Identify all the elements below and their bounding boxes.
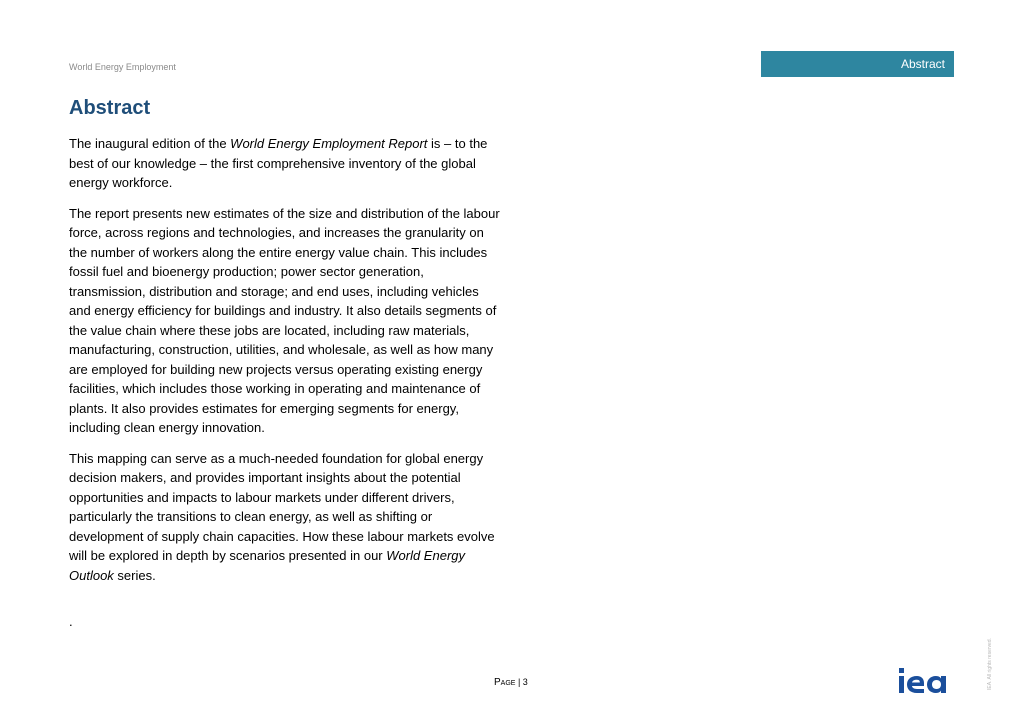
page-label: Page (494, 677, 516, 688)
body-text (69, 134, 501, 596)
iea-logo-icon (899, 668, 955, 694)
paragraph-1-text-b: is – to the best of our knowledge – the first comprehensive inventory of the global energy workforce. (69, 136, 488, 190)
trailing-mark: . (69, 614, 73, 629)
paragraph-3-text-a: This mapping can serve as a much-needed foundation for global energy decision makers, and provides important insights about the potential opportunities and impacts to labour markets under different drivers, particularly the transitions to clean energy, as well as shifting or development of supply chain capacities. How these labour markets evolve will be explored in depth by scenarios presented in our (69, 450, 495, 563)
running-header-title: World Energy Employment (69, 62, 176, 72)
page-number-value: 3 (522, 677, 528, 687)
paragraph-3-text-b: series. (113, 567, 156, 583)
page-title: Abstract (69, 97, 151, 119)
page-number (494, 677, 528, 688)
paragraph-1 (69, 134, 501, 193)
page-separator: | (515, 677, 523, 687)
paragraph-2: The report presents new estimates of the size and distribution of the labour force, across regions and technologies, and increases the granularity on the number of workers along the entire energy value chain. This includes fossil fuel and bioenergy production; power sector generation, transmission, distribution and storage; and end uses, including vehicles and energy efficiency for buildings and industry. It also details segments of the value chain where these jobs are located, including raw materials, manufacturing, construction, utilities, and wholesale, as well as how many are employed for building new projects versus operating existing energy facilities, which includes those working in operating and maintenance of plants. It also provides estimates for emerging segments for energy, including clean energy innovation. (69, 205, 500, 435)
section-tab: Abstract (761, 51, 954, 77)
outlook-title-emphasis: World Energy Outlook (69, 548, 465, 583)
copyright-notice: IEA. All rights reserved. (987, 638, 993, 690)
report-title-emphasis: World Energy Employment Report (230, 136, 428, 151)
iea-logo (899, 668, 955, 699)
paragraph-1-text-a: The inaugural edition of the (69, 136, 231, 151)
paragraph-3 (69, 449, 501, 586)
